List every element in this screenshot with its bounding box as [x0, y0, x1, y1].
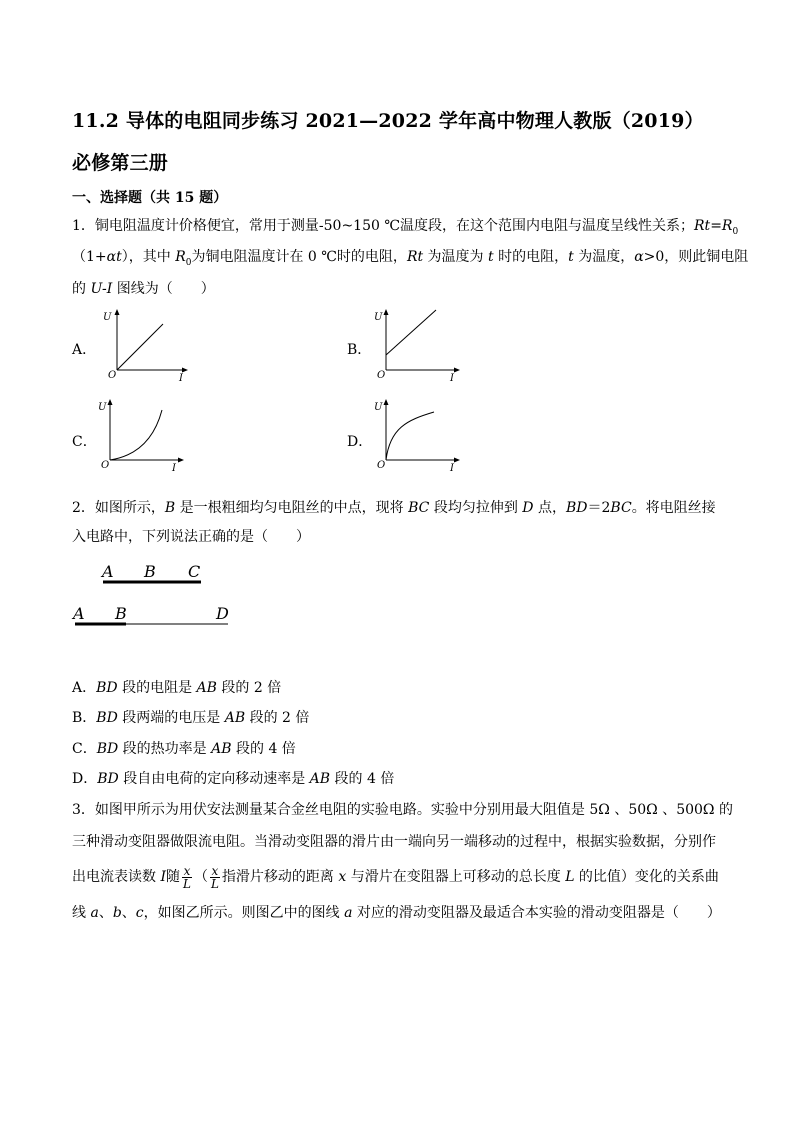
q2-line1: 2．如图所示，B 是一根粗细均匀电阻丝的中点，现将 BC 段均匀拉伸到 D 点，BD＝2BC。将电阻丝接 — [72, 500, 716, 516]
q1-option-b-label[interactable]: B． — [347, 342, 372, 358]
point-label-d: D — [216, 604, 229, 623]
axis-label-u: U — [103, 312, 112, 323]
section-heading: 一、选择题（共 15 题） — [72, 190, 228, 206]
q1-option-c-label[interactable]: C． — [72, 434, 97, 450]
axis-label-u: U — [374, 312, 383, 323]
graph-curve — [386, 412, 434, 460]
page-title-line2: 必修第三册 — [72, 152, 169, 174]
point-label-a-top: A — [102, 562, 114, 581]
axis-label-i: I — [172, 463, 176, 474]
q2-wire-figure — [70, 558, 240, 630]
q2-choice-c[interactable]: C．BD 段的热功率是 AB 段的 4 倍 — [72, 741, 296, 757]
graph-line — [386, 310, 436, 355]
q1-option-d-label[interactable]: D． — [347, 434, 373, 450]
origin-label: O — [377, 460, 386, 471]
q1-graph-d[interactable] — [372, 398, 462, 476]
q3-line1: 3．如图甲所示为用伏安法测量某合金丝电阻的实验电路。实验中分别用最大阻值是 5Ω 、50Ω 、500Ω 的 — [72, 802, 733, 818]
x-axis-arrow — [182, 368, 188, 373]
axis-label-u: U — [98, 402, 107, 413]
y-axis-arrow — [108, 399, 113, 405]
q2-choice-a[interactable]: A．BD 段的电阻是 AB 段的 2 倍 — [72, 680, 282, 696]
q1-line1: 1．铜电阻温度计价格便宜，常用于测量-50~150 ℃温度段，在这个范围内电阻与温度呈线性关系；$Rt=R_0$ — [72, 218, 739, 237]
origin-label: O — [101, 460, 110, 471]
q1-line2: （1+αt），其中 $R_0$为铜电阻温度计在 0 ℃时的电阻，Rt 为温度为 t 时的电阻，t 为温度，α>0，则此铜电阻 — [72, 249, 749, 268]
origin-label: O — [377, 370, 386, 381]
q1-line3: 的 U-I 图线为（ ） — [72, 281, 215, 297]
x-axis-arrow — [454, 458, 460, 463]
q2-choice-b[interactable]: B．BD 段两端的电压是 AB 段的 2 倍 — [72, 710, 310, 726]
x-axis-arrow — [454, 368, 460, 373]
q1-graph-c[interactable] — [96, 398, 186, 476]
y-axis-arrow — [384, 309, 389, 315]
page-title-line1: 11.2 导体的电阻同步练习 2021—2022 学年高中物理人教版（2019） — [72, 110, 704, 132]
q1-graph-b[interactable] — [372, 308, 462, 386]
point-label-b-bottom: B — [115, 604, 127, 623]
x-axis-arrow — [178, 458, 184, 463]
q2-line2: 入电路中，下列说法正确的是（ ） — [72, 529, 310, 545]
point-label-a-bottom: A — [73, 604, 85, 623]
point-label-c: C — [188, 562, 201, 581]
axis-label-i: I — [450, 463, 454, 474]
q3-line2: 三种滑动变阻器做限流电阻。当滑动变阻器的滑片由一端向另一端移动的过程中，根据实验数据，分别作 — [72, 834, 716, 850]
origin-label: O — [108, 370, 117, 381]
point-label-b-top: B — [144, 562, 156, 581]
axis-label-i: I — [179, 373, 183, 384]
q2-choice-d[interactable]: D．BD 段自由电荷的定向移动速率是 AB 段的 4 倍 — [72, 771, 395, 787]
fraction-x-over-l-2: $\frac{x}{L}$ — [210, 863, 219, 891]
graph-line — [117, 324, 163, 370]
q1-option-a-label[interactable]: A． — [72, 342, 97, 358]
y-axis-arrow — [115, 309, 120, 315]
axis-label-u: U — [374, 402, 383, 413]
q3-line4: 线 a、b、c，如图乙所示。则图乙中的图线 a 对应的滑动变阻器及最适合本实验的滑动变阻器是（ ） — [72, 905, 721, 921]
axis-label-i: I — [450, 373, 454, 384]
y-axis-arrow — [384, 399, 389, 405]
graph-curve — [110, 410, 162, 460]
fraction-x-over-l: $\frac{x}{L}$ — [182, 863, 191, 891]
q3-line3: 出电流表读数 I随 $\frac{x}{L}$ （ $\frac{x}{L}$ 指滑片移动的距离 x 与滑片在变阻器上可移动的总长度 L 的比值）变化的关系曲 — [72, 863, 719, 891]
q1-graph-a[interactable] — [100, 308, 190, 386]
